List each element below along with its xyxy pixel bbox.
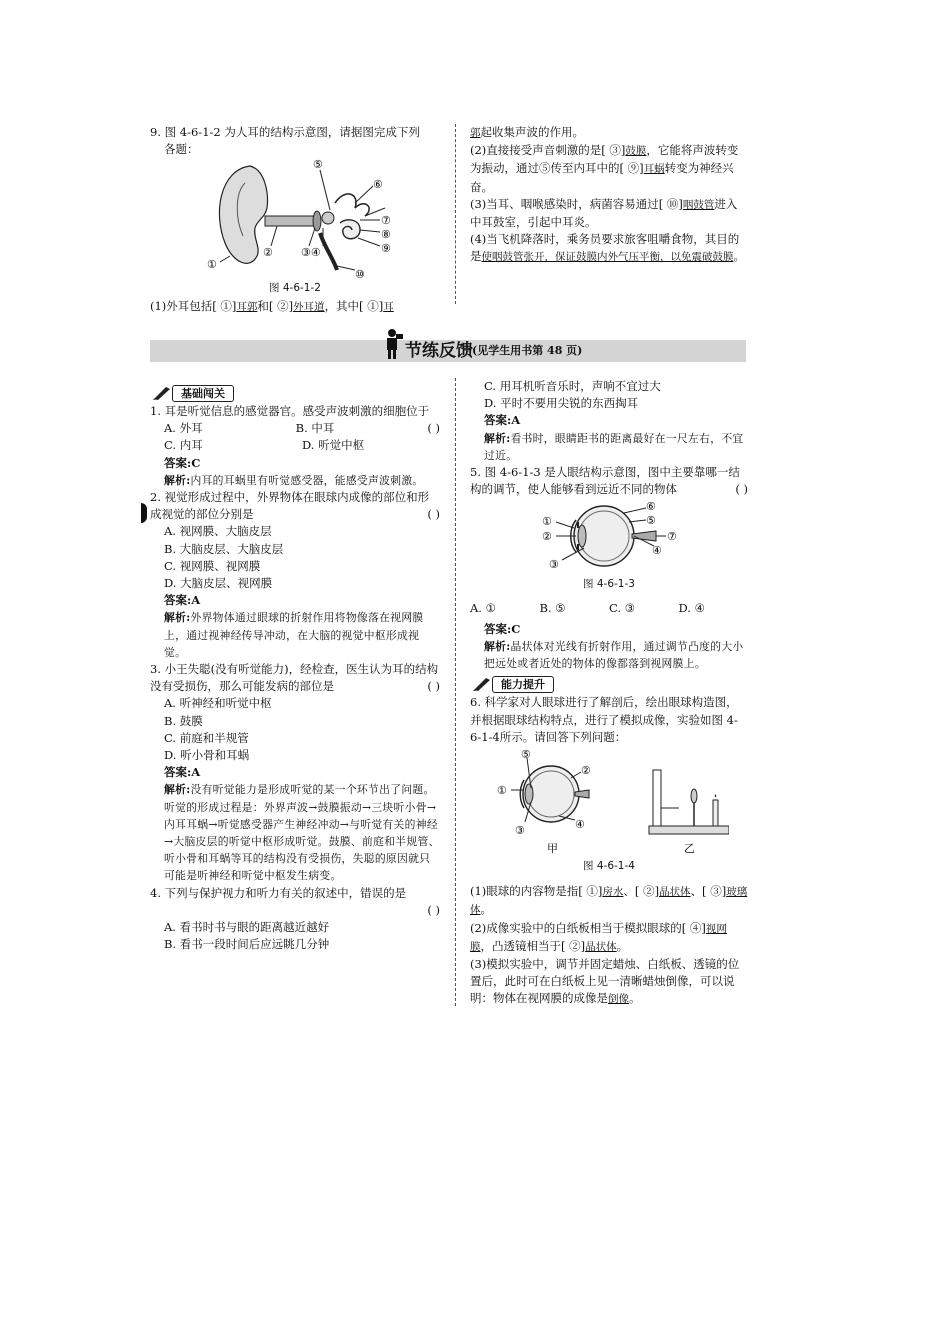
- q5-explanation: 解析:晶状体对光线有折射作用，通过调节凸度的大小把远处或者近处的物体的像都落到视网膜上。: [484, 640, 744, 671]
- q9-stem-2: 各题：: [164, 142, 199, 157]
- q4-explanation: 解析:看书时，眼睛距书的距离最好在一尺左右，不宜过近。: [484, 431, 744, 462]
- q6-part1: (1)眼球的内容物是指[ ①]房水、[ ②]晶状体、[ ③]玻璃体。: [470, 884, 748, 917]
- q2-option-b: B. 大脑皮层、大脑皮层: [164, 541, 284, 556]
- q1-explanation: 解析:内耳的耳蜗里有听觉感受器，能感受声波刺激。: [164, 473, 424, 487]
- eye-label-4: ④: [652, 544, 662, 558]
- eye-diagram: [534, 498, 684, 576]
- q9-stem: 9. 图 4-6-1-2 为人耳的结构示意图，请据图完成下列: [150, 125, 420, 139]
- ear-label-9: ⑨: [381, 242, 391, 256]
- q3-answer: 答案:A: [164, 765, 201, 780]
- eye-label-7: ⑦: [667, 530, 677, 544]
- right-lower-column: [470, 378, 748, 1009]
- ear-label-10: ⑩: [355, 268, 365, 281]
- ear-diagram: [195, 158, 395, 280]
- ear-label-6: ⑥: [373, 178, 383, 192]
- q9-block: [150, 124, 440, 316]
- q6-stem: 6. 科学家对人眼球进行了解剖后，绘出眼球构造图，并根据眼球结构特点，进行了模拟成像，实验如图 4-6-1-4所示。请回答下列问题：: [470, 695, 738, 744]
- banner-subtitle: (见学生用书第 48 页): [472, 344, 583, 357]
- ear-label-1: ①: [207, 258, 217, 272]
- q5-option-d: D. ④: [678, 600, 705, 615]
- eye-label-6: ⑥: [646, 500, 656, 514]
- eye-label-2: ②: [542, 530, 552, 544]
- q2-option-a: A. 视网膜、大脑皮层: [164, 524, 272, 539]
- q9-continued: [470, 124, 748, 267]
- q4-option-d: D. 平时不要用尖锐的东西掏耳: [484, 396, 639, 411]
- q4-option-c: C. 用耳机听音乐时，声响不宜过大: [484, 379, 661, 393]
- eye-label-1: ①: [542, 515, 552, 529]
- exp-label-3: ③: [515, 824, 525, 838]
- eye-label-3: ③: [549, 558, 559, 572]
- q9-part2: (2)直接接受声音刺激的是[ ③]鼓膜，它能将声波转变为振动，通过⑤传至内耳中的[ ⑨]耳蜗转变为神经兴奋。: [470, 143, 739, 194]
- ear-label-8: ⑧: [381, 228, 391, 242]
- q2-stem: 2. 视觉形成过程中，外界物体在眼球内成像的部位和形成视觉的部位分别是 ( ): [150, 490, 440, 522]
- q6-part2: (2)成像实验中的白纸板相当于模拟眼球的[ ④]视网膜，凸透镜相当于[ ②]晶状体。: [470, 920, 727, 953]
- margin-mark: [141, 503, 147, 523]
- q2-explanation: 解析:外界物体通过眼球的折射作用将物像落在视网膜上，通过视神经传导冲动，在大脑的视觉中枢形成视觉。: [164, 611, 424, 659]
- ability-tag-label: 能力提升: [492, 676, 554, 693]
- q9-part1: (1)外耳包括[ ①]耳郭和[ ②]外耳道，其中[ ①]耳: [150, 298, 394, 313]
- q4-stem: 4. 下列与保护视力和听力有关的叙述中，错误的是: [150, 885, 407, 900]
- reader-icon: [384, 328, 404, 360]
- q5-answer: 答案:C: [484, 621, 521, 636]
- q2-option-c: C. 视网膜、视网膜: [164, 558, 261, 573]
- q2-option-d: D. 大脑皮层、视网膜: [164, 576, 273, 591]
- q9-part1-cont: 郭起收集声波的作用。: [470, 125, 584, 139]
- q3-option-a: A. 听神经和听觉中枢: [164, 696, 272, 711]
- column-divider-top: [455, 124, 456, 304]
- ear-label-2: ②: [263, 246, 273, 260]
- banner-title: 节练反馈: [405, 341, 473, 361]
- pen-icon: [152, 385, 172, 401]
- q3-explanation: 解析:没有听觉能力是形成听觉的某一个环节出了问题。听觉的形成过程是：外界声波→鼓膜振动→三块听小骨→内耳耳蜗→听觉感受器产生神经冲动→与听觉有关的神经→大脑皮层的听觉中枢形成听觉。鼓膜、前庭和半规管、听小骨和耳蜗等耳的结构没有受损伤，失聪的原因就只可能是听神经和听觉中枢发生病变。: [164, 783, 440, 883]
- ability-tag: [472, 676, 554, 694]
- q9-part4: (4)当飞机降落时，乘务员要求旅客咀嚼食物，其目的是使咽鼓管张开，保证鼓膜内外气压平衡，以免震破鼓膜。: [470, 232, 745, 264]
- q1-options-row2: C. 内耳 D. 听觉中枢: [164, 438, 365, 453]
- q6-part3: (3)模拟实验中，调节并固定蜡烛、白纸板、透镜的位置后，此时可在白纸板上见一清晰蜡烛倒像，可以说明：物体在视网膜的成像是倒像。: [470, 957, 740, 1006]
- q1-options-row1: A. 外耳 B. 中耳: [164, 421, 335, 436]
- q4-option-a: A. 看书时书与眼的距离越近越好: [164, 920, 330, 935]
- q1-answer: 答案:C: [164, 455, 201, 470]
- q3-stem: 3. 小王失聪(没有听觉能力)，经检查，医生认为耳的结构没有受损伤，那么可能发病的部位是 ( ): [150, 662, 440, 694]
- exp-label-4: ④: [575, 818, 585, 832]
- basic-tag-label: 基础闯关: [172, 385, 234, 402]
- q5-option-c: C. ③: [609, 600, 636, 615]
- q3-option-b: B. 鼓膜: [164, 713, 203, 728]
- sub-figure-left-label: 甲: [547, 842, 558, 856]
- q5-options: [470, 600, 748, 617]
- basic-tag: [152, 385, 234, 403]
- sub-figure-right-label: 乙: [684, 842, 695, 856]
- q4-option-b: B. 看书一段时间后应远眺几分钟: [164, 937, 330, 952]
- q4-paren: ( ): [427, 902, 440, 917]
- eye-label-5: ⑤: [646, 514, 656, 528]
- q5-stem: 5. 图 4-6-1-3 是人眼结构示意图，图中主要靠哪一结构的调节，使人能够看到远近不同的物体 ( ): [470, 465, 748, 497]
- q4-answer: 答案:A: [484, 413, 521, 428]
- q1-stem: 1. 耳是听觉信息的感觉器官。感受声波刺激的细胞位于 ( ): [150, 404, 440, 436]
- ear-label-34: ③④: [301, 246, 321, 260]
- q3-option-d: D. 听小骨和耳蜗: [164, 748, 250, 763]
- q9-fig-caption: 图 4-6-1-2: [269, 282, 321, 295]
- q5-fig-caption: 图 4-6-1-3: [583, 578, 635, 591]
- exp-label-2: ②: [581, 764, 591, 778]
- q9-part3: (3)当耳、咽喉感染时，病菌容易通过[ ⑩]咽鼓管进入中耳鼓室，引起中耳炎。: [470, 196, 738, 230]
- q6-fig-caption: 图 4-6-1-4: [583, 860, 635, 873]
- exp-label-1: ①: [497, 784, 507, 798]
- ear-label-7: ⑦: [381, 214, 391, 228]
- pen-icon: [472, 676, 492, 692]
- q3-option-c: C. 前庭和半规管: [164, 730, 249, 745]
- exp-label-5: ⑤: [521, 748, 531, 762]
- ear-label-5: ⑤: [313, 158, 323, 172]
- column-divider-bottom: [455, 378, 456, 1006]
- q2-answer: 答案:A: [164, 593, 201, 608]
- q5-option-b: B. ⑤: [539, 600, 566, 615]
- basic-section: [150, 385, 440, 954]
- eye-experiment-diagram: [489, 746, 729, 858]
- q5-option-a: A. ①: [470, 600, 496, 615]
